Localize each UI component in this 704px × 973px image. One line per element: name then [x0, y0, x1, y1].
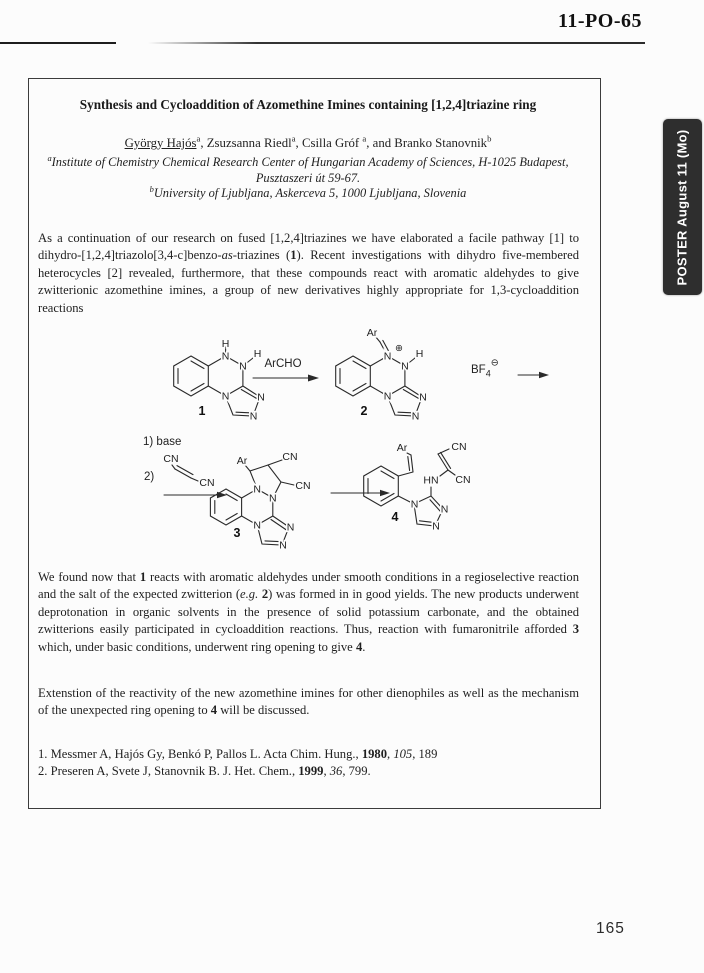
archo-arrow — [253, 358, 319, 382]
atom-label-cn: CN — [455, 474, 471, 486]
affiliation-b: $^b$University of Ljubljana, Askerceva 5, 1000 Ljubljana, Slovenia — [149, 183, 467, 200]
step2-label: 2) — [144, 471, 155, 483]
reaction-scheme — [31, 323, 601, 568]
atom-label-cn: CN — [295, 480, 311, 492]
atom-label-n: N — [279, 539, 287, 552]
compound-label-3: 3 — [233, 526, 241, 540]
atom-label-n: N — [253, 519, 261, 532]
atom-label-n: N — [286, 521, 295, 534]
compound-label-2: 2 — [360, 404, 368, 418]
atom-label-n: N — [401, 360, 409, 373]
atom-label-cn: CN — [163, 453, 179, 465]
atom-label-ar: Ar — [236, 455, 248, 467]
fumaronitrile-drawing — [163, 453, 214, 489]
references — [38, 746, 579, 780]
atom-label-n: N — [253, 483, 261, 496]
atom-label-h: H — [221, 338, 230, 350]
atom-label-hn: HN — [423, 474, 439, 487]
structure-3-drawing — [210, 451, 310, 552]
atom-label-ar: Ar — [366, 327, 378, 339]
poster-session-tab-label: POSTER August 11 (Mo) — [675, 128, 690, 286]
structure-1-drawing — [174, 338, 265, 423]
compound-label-1: 1 — [198, 404, 206, 418]
atom-label-n: N — [411, 410, 420, 423]
atom-label-cn: CN — [451, 441, 467, 453]
atom-label-n: N — [432, 520, 440, 533]
plus-charge-symbol: ⊕ — [395, 343, 403, 354]
atom-label-n: N — [383, 390, 392, 403]
paragraph-2: We found now that 1 reacts with aromatic aldehydes under smooth conditions in a regioselective reaction and the salt of the expected zwitterion (e.g. 2) was formed in in good yields. The new products underwent deprotonation in organic solvents in the presence of solid potassium carbonate, and the obtained zwitterions easily participated in cycloaddition reactions. Thus, reaction with fumaronitrile afforded 3 which, under basic conditions, underwent ring opening to give 4. — [38, 570, 579, 654]
bf4-counterion — [471, 358, 499, 379]
arrow-to-next — [518, 372, 549, 378]
header-rule — [148, 42, 645, 44]
header-rule-left — [0, 42, 116, 44]
counterion-label: $BF_4^⊖$ — [471, 357, 499, 379]
atom-label-n: N — [410, 498, 419, 511]
reagent-label-archo: ArCHO — [264, 358, 302, 370]
reference-1: 1. Messmer A, Hajós Gy, Benkó P, Pallos L. Acta Chim. Hung., 1980, 105, 189 — [38, 747, 438, 761]
atom-label-n: N — [221, 350, 230, 363]
atom-label-n: N — [383, 350, 392, 363]
arrow-2 — [164, 492, 227, 498]
atom-label-n: N — [257, 391, 265, 404]
atom-label-h: H — [415, 348, 424, 360]
page-header-code: 11-PO-65 — [558, 10, 642, 32]
atom-label-n: N — [221, 390, 230, 403]
atom-label-n: N — [249, 410, 258, 423]
structure-2-drawing — [336, 327, 427, 423]
step1-label: 1) base — [143, 436, 182, 448]
atom-label-cn: CN — [282, 451, 298, 463]
atom-label-n: N — [269, 492, 277, 505]
abstract-box — [28, 78, 601, 809]
atom-label-n: N — [239, 360, 247, 373]
poster-session-tab — [663, 119, 702, 295]
arrow-3 — [331, 490, 390, 496]
abstract-title: Synthesis and Cycloaddition of Azomethine Imines containing [1,2,4]triazine ring — [79, 97, 537, 112]
authors-line: György Hajós$^a$, Zsuzsanna Riedl$^a$, Csilla Gróf $^a$, and Branko Stanovnik$^b$ — [124, 133, 492, 150]
paragraph-1: As a continuation of our research on fused [1,2,4]triazines we have elaborated a facile pathway [1] to dihydro-[1,2,4]triazolo[3,4-c]benzo-as-triazines (1). Recent investigations with dihydro five-membered heterocycles [2] revealed, furthermore, that these compounds react with aromatic aldehydes to give zwitterionic azomethine imines, a group of new derivatives highly appropriate for 1,3-cycloaddition reactions — [38, 231, 580, 315]
atom-label-n: N — [440, 503, 449, 516]
atom-label-h: H — [253, 348, 262, 360]
atom-label-n: N — [419, 391, 427, 404]
affiliation-a: $^a$Institute of Chemistry Chemical Research Center of Hungarian Academy of Sciences, H-1025 Budapest, Pusztaszeri út 59-67. — [47, 152, 569, 185]
page-number: 165 — [596, 920, 625, 937]
reference-2: 2. Preseren A, Svete J, Stanovnik B. J. Het. Chem., 1999, 36, 799. — [38, 764, 371, 779]
compound-label-4: 4 — [391, 510, 399, 524]
structure-4-drawing — [364, 441, 471, 533]
atom-label-ar: Ar — [396, 442, 408, 454]
atom-label-cn: CN — [199, 477, 215, 489]
paragraph-3: Extenstion of the reactivity of the new azomethine imines for other dienophiles as well as the mechanism of the unexpected ring opening to 4 will be discussed. — [38, 686, 579, 718]
